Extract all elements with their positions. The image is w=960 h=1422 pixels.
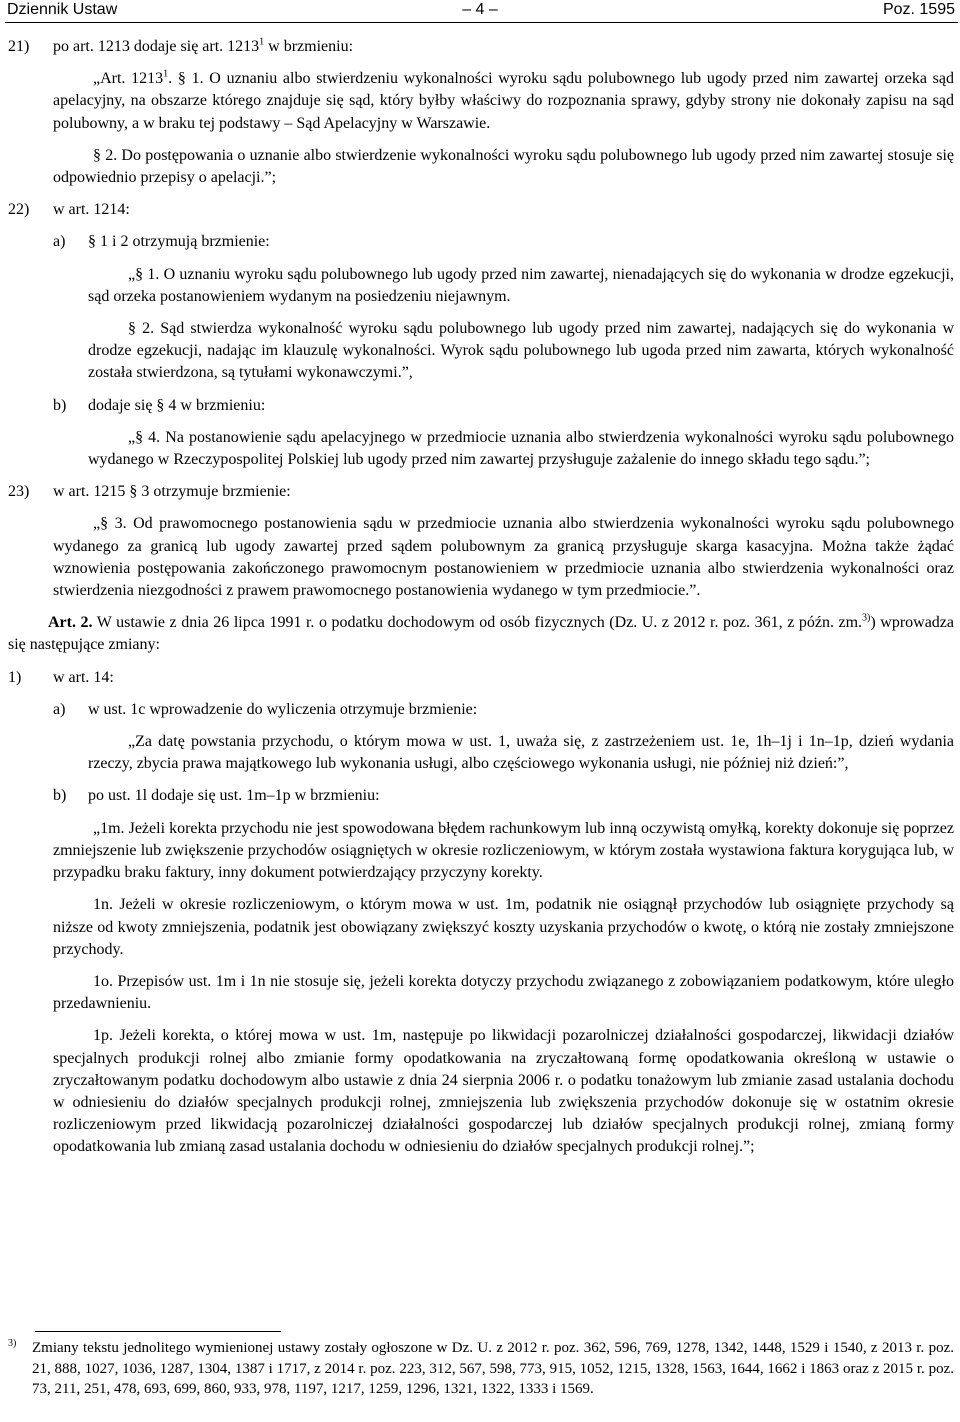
ust-1o: 1o. Przepisów ust. 1m i 1n nie stosuje się, jeżeli korekta dotyczy przychodu związanego z zobowiązaniem podatkowym, które uległo przedawnieniu. (53, 972, 954, 1013)
point-1a-label: a) (53, 700, 66, 718)
point-22b (8, 395, 954, 417)
art-1213-1-par-2: § 2. Do postępowania o uznanie albo stwierdzenie wykonalności wyroku sądu polubownego lub ugody przed nim zawartej stosuje się odpowiednio przepisy o apelacji.”; (53, 146, 954, 187)
article-2-text-a: W ustawie z dnia 26 lipca 1991 r. o podatku dochodowym od osób fizycznych (Dz. U. z 2012 r. poz. 361, z późn. zm. (92, 614, 863, 632)
art-1213-1-a: „Art. 1213 (93, 70, 164, 88)
point-22a (8, 231, 954, 253)
point-21-sup: 1 (259, 36, 265, 48)
ust-1m: „1m. Jeżeli korekta przychodu nie jest spowodowana błędem rachunkowym lub inną oczywistą omyłką, korekty dokonuje się poprzez zmniejszenie lub zwiększenie przychodów osiągniętych w okresie rozliczeniowym, w którym została wystawiona faktura korygująca lub, w przypadku braku faktury, inny dokument potwierdzający przyczyny korekty. (53, 819, 954, 882)
art-1214-par-2: § 2. Sąd stwierdza wykonalność wyroku sądu polubownego lub ugody przed nim zawartej, nadających się do wykonania w drodze egzekucji, nadając im klauzulę wykonalności. Wyrok sądu polubownego lub ugoda przed nim zawarta, których wykonalność została stwierdzona, są tytułami wykonawczymi.”, (88, 320, 954, 382)
ust-1p: 1p. Jeżeli korekta, o której mowa w ust. 1m, następuje po likwidacji pozarolniczej działalności gospodarczej, likwidacji działów specjalnych produkcji rolnej albo zmianie formy opodatkowania na zryczałtowaną formę opodatkowania określoną w ustawie o zryczałtowanym podatku dochodowym albo ustawie z dnia 24 sierpnia 2006 r. o podatku tonażowym lub zmianie zasad ustalania dochodu w odniesieniu do działów specjalnych produkcji rolnej, zmniejszenia lub zwiększenia przychodów dokonuje się w ostatnim okresie rozliczeniowym przed likwidacją pozarolniczej działalności gospodarczej lub działów specjalnych produkcji rolnej, zmianą formy opodatkowania lub zmianą zasad ustalania dochodu w odniesieniu do działów specjalnych produkcji rolnej.”; (53, 1027, 954, 1156)
point-1-text: w art. 14: (53, 668, 114, 686)
point-23-text: w art. 1215 § 3 otrzymuje brzmienie: (53, 483, 291, 501)
footnote-text: Zmiany tekstu jednolitego wymienionej ustawy zostały ogłoszone w Dz. U. z 2012 r. poz. 362, 596, 769, 1278, 1342, 1448, 1529 i 1540, z 2013 r. poz. 21, 888, 1027, 1036, 1287, 1304, 1387 i 1717, z 2014 r. poz. 223, 312, 567, 598, 773, 915, 1052, 1215, 1328, 1563, 1644, 1662 i 1863 oraz z 2015 r. poz. 73, 211, 251, 478, 693, 699, 860, 933, 978, 1197, 1217, 1259, 1296, 1321, 1322, 1333 i 1569. (32, 1340, 954, 1397)
point-22a-text: § 1 i 2 otrzymują brzmienie: (88, 233, 270, 251)
point-22-text: w art. 1214: (53, 201, 130, 219)
point-22a-label: a) (53, 233, 66, 251)
point-1a-text: w ust. 1c wprowadzenie do wyliczenia otrzymuje brzmienie: (88, 700, 478, 718)
point-22b-label: b) (53, 396, 67, 414)
point-1b-text: po ust. 1l dodaje się ust. 1m–1p w brzmieniu: (88, 787, 380, 805)
header-rule (5, 22, 958, 23)
art-1215-par-3: „§ 3. Od prawomocnego postanowienia sądu w przedmiocie uznania albo stwierdzenia wykonalności wyroku sądu polubownego wydanego za granicą lub ugody zawartej przed sądem polubownym za granicą przysługuje skarga kasacyjna. Można także żądać wznowienia postępowania zakończonego prawomocnym postanowieniem w przedmiocie uznania albo stwierdzenia wykonalności oraz stwierdzenia niezgodności z prawem prawomocnego postanowienia wydanego w tym przedmiocie.”. (53, 515, 954, 600)
point-23 (8, 481, 954, 503)
art-1214-par-4: „§ 4. Na postanowienie sądu apelacyjnego w przedmiocie uznania albo stwierdzenia wykonalności wyroku sądu polubownego wydanego w Rzeczypospolitej Polskiej lub ugody przed nim zawartej przysługuje zażalenie do innego składu tego sądu.”; (88, 428, 954, 469)
point-1-number: 1) (8, 668, 22, 686)
art-1213-1-par-1 (8, 68, 954, 135)
page-number: – 4 – (462, 1, 498, 18)
art-1213-1-b: . § 1. O uznaniu albo stwierdzeniu wykonalności wyroku sądu polubownego lub ugody przed nim zawartej orzeka sąd apelacyjny, na obszarze którego znajduje się sąd, który byłby właściwy do rozpoznania sprawy, gdyby strony nie dokonały zapisu na sąd polubowny, a w braku tej podstawy – Sąd Apelacyjny w Warszawie. (53, 70, 954, 132)
point-1 (8, 667, 954, 689)
footnote-ref-3: 3) (862, 612, 871, 624)
position-number: Poz. 1595 (882, 1, 955, 18)
footnote-3 (8, 1338, 954, 1400)
journal-title: Dziennik Ustaw (7, 1, 118, 18)
footnote-rule (35, 1331, 281, 1332)
point-22b-text: dodaje się § 4 w brzmieniu: (88, 396, 266, 414)
point-21-tail: w brzmieniu: (264, 38, 354, 55)
art-1214-par-1: „§ 1. O uznaniu wyroku sądu polubownego lub ugody przed nim zawartej, nienadających się do wykonania w drodze egzekucji, sąd orzeka postanowieniem wydanym na posiedzeniu niejawnym. (88, 265, 954, 305)
point-22-number: 22) (8, 201, 30, 219)
point-1b (8, 785, 954, 807)
point-21 (8, 36, 954, 58)
footnote-mark: 3) (8, 1338, 17, 1349)
ust-1c-quote: „Za datę powstania przychodu, o którym mowa w ust. 1, uważa się, z zastrzeżeniem ust. 1e, 1h–1j i 1n–1p, dzień wydania rzeczy, zbycia prawa majątkowego lub wykonania usługi, albo częściowego wykonania usługi, nie później niż dzień:”, (88, 733, 954, 773)
article-2-text-b: ) wprowadza się następujące zmiany: (8, 614, 954, 654)
document-body (8, 36, 954, 1159)
ust-1n: 1n. Jeżeli w okresie rozliczeniowym, o którym mowa w ust. 1m, podatnik nie osiągnął przychodów lub osiągnięte przychody są niższe od kwoty zmniejszenia, podatnik jest obowiązany zwiększyć koszty uzyskania przychodów o kwotę, o którą nie zostały zmniejszone przychody. (53, 896, 954, 958)
page-header (0, 0, 960, 22)
article-2 (8, 612, 954, 656)
point-1b-label: b) (53, 787, 67, 805)
art-1213-1-sup: 1 (163, 68, 169, 80)
point-22 (8, 199, 954, 221)
point-23-number: 23) (8, 483, 30, 501)
article-2-label: Art. 2. (48, 614, 93, 632)
point-21-text: 21) po art. 1213 dodaje się art. 1213 (8, 38, 260, 55)
point-1a (8, 699, 954, 721)
